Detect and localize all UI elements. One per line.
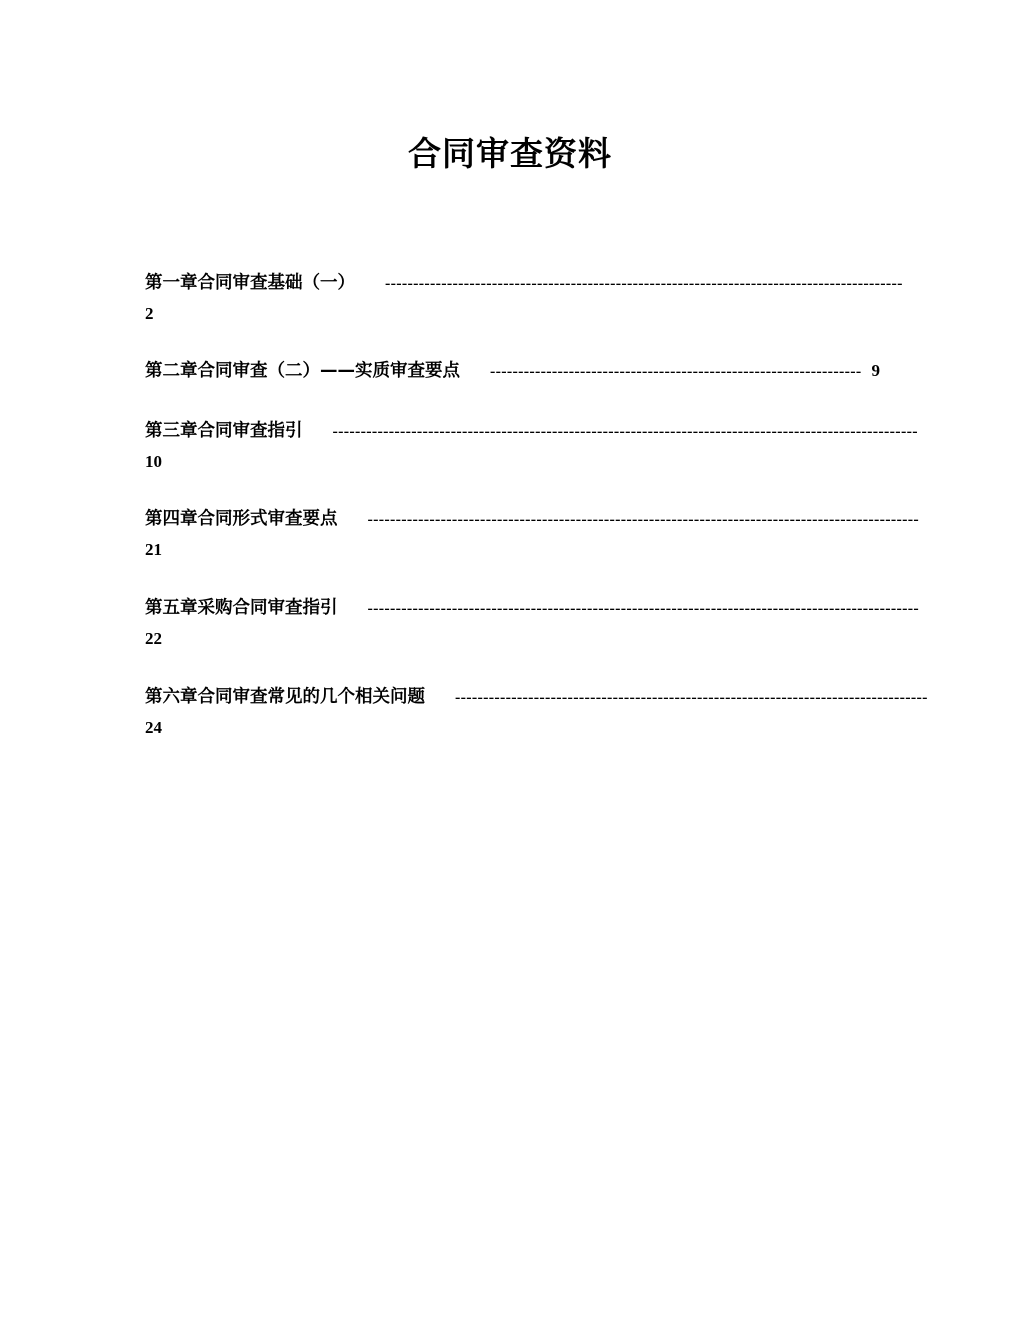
toc-entry[interactable]: [145, 682, 928, 743]
toc-chapter-label: 第六章: [145, 687, 198, 707]
toc-chapter-title: 合同形式审查要点: [197, 509, 338, 529]
toc-entry[interactable]: [145, 593, 920, 654]
toc-leader-dots: --------------------------------------------------------------------------------------------------: [367, 600, 920, 617]
toc-chapter-label: 第一章: [145, 273, 198, 293]
toc-chapter-label: 第四章: [145, 509, 198, 529]
toc-chapter-label: 第二章: [145, 361, 198, 381]
toc-entry[interactable]: [145, 356, 880, 387]
toc-page-number: 24: [145, 718, 162, 737]
toc-leader-dots: --------------------------------------------------------------------------------------------------: [367, 511, 920, 528]
toc-leader-dots: --------------------------------------------------------------------------------------------------------: [332, 423, 918, 440]
toc-leader-dots: ------------------------------------------------------------------------------------: [455, 689, 928, 706]
toc-leader-dots: ------------------------------------------------------------------: [490, 363, 862, 380]
toc-page-number: 21: [145, 540, 162, 559]
toc-chapter-label: 第三章: [145, 421, 198, 441]
toc-page-number: 9: [871, 361, 880, 380]
toc-page-number: 10: [145, 452, 162, 471]
toc-entry[interactable]: [145, 416, 918, 477]
toc-chapter-title: 合同审查常见的几个相关问题: [197, 687, 425, 707]
document-title: 合同审查资料: [408, 134, 612, 173]
toc-chapter-title: 合同审查基础（一）: [197, 273, 355, 293]
toc-leader-dots: --------------------------------------------------------------------------------------------: [385, 275, 903, 292]
toc-page-number: 2: [145, 304, 154, 323]
toc-chapter-title: 采购合同审查指引: [197, 598, 338, 618]
toc-page-number: 22: [145, 629, 162, 648]
toc-entry[interactable]: [145, 504, 920, 565]
toc-chapter-label: 第五章: [145, 598, 198, 618]
toc-entry[interactable]: [145, 268, 903, 329]
toc-chapter-title: 合同审查指引: [197, 421, 303, 441]
toc-chapter-title: 合同审查（二）——实质审查要点: [197, 361, 460, 381]
